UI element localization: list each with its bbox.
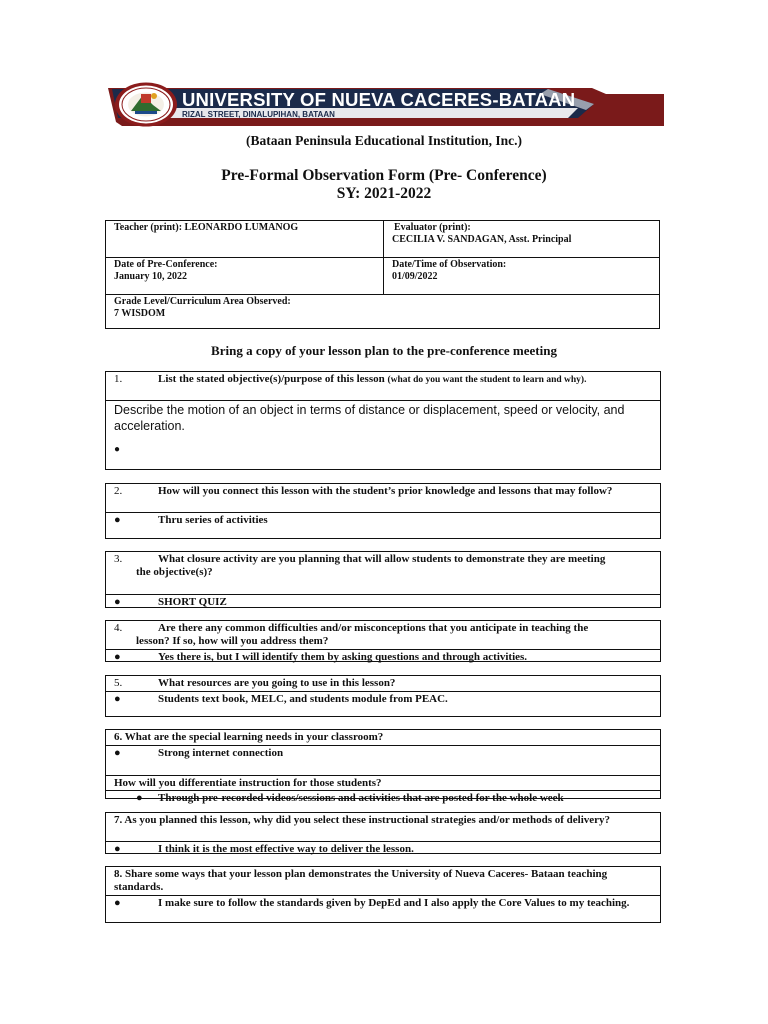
question-5-header — [106, 676, 660, 691]
teacher-field: Teacher (print): LEONARDO LUMANOG — [114, 222, 299, 233]
question-4 — [105, 620, 661, 662]
grade-cell — [106, 295, 659, 328]
question-4-answer: Yes there is, but I will identify them by asking questions and through activities. — [158, 651, 528, 663]
bullet-icon: ● — [114, 651, 121, 663]
question-3-text: What closure activity are you planning that will allow students to demonstrate they are meeting — [158, 553, 606, 565]
question-6 — [105, 729, 661, 804]
bullet-icon: ● — [114, 444, 121, 455]
question-2-text: How will you connect this lesson with the student’s prior knowledge and lessons that may follow? — [158, 485, 613, 497]
question-6b-answer-row — [106, 790, 660, 806]
question-3-answer-row — [106, 594, 660, 611]
date-pre-value: January 10, 2022 — [114, 271, 188, 282]
question-4-text: Are there any common difficulties and/or misconceptions that you anticipate in teaching the — [158, 622, 589, 634]
question-1-header — [106, 372, 660, 400]
date-pre-cell — [106, 258, 384, 294]
university-seal-logo — [113, 81, 179, 128]
university-address: RIZAL STREET, DINALUPIHAN, BATAAN — [182, 110, 335, 119]
bullet-icon: ● — [136, 792, 143, 804]
school-year: SY: 2021-2022 — [336, 185, 432, 202]
evaluator-cell — [384, 221, 659, 257]
question-4-text-2: lesson? If so, how will you address them? — [136, 634, 329, 647]
bullet-icon: ● — [114, 514, 121, 526]
question-8-answer-row — [106, 895, 660, 925]
question-1-note: (what do you want the student to learn and why). — [387, 375, 587, 385]
grade-value: 7 WISDOM — [114, 308, 166, 319]
question-3-number: 3. — [114, 553, 123, 565]
date-pre-label: Date of Pre-Conference: — [114, 259, 218, 270]
question-7-answer-row — [106, 841, 660, 858]
question-2-answer-row — [106, 512, 660, 542]
question-7 — [105, 812, 661, 854]
question-5-text: What resources are you going to use in this lesson? — [158, 677, 396, 689]
question-1-answer-area — [106, 400, 660, 472]
bullet-icon: ● — [114, 596, 121, 608]
question-7-answer: I think it is the most effective way to deliver the lesson. — [158, 843, 414, 855]
question-2-answer: Thru series of activities — [158, 514, 268, 526]
question-3-text-2: the objective(s)? — [136, 565, 213, 578]
form-title: Pre-Formal Observation Form (Pre- Conference) — [221, 167, 547, 184]
question-5-number: 5. — [114, 677, 123, 689]
question-1-number: 1. — [114, 373, 123, 385]
question-4-number: 4. — [114, 622, 123, 634]
institution-subtitle: (Bataan Peninsula Educational Institution, Inc.) — [245, 133, 523, 148]
date-obs-value: 01/09/2022 — [392, 271, 438, 282]
form-title-block — [0, 167, 768, 203]
lesson-plan-reminder: Bring a copy of your lesson plan to the pre-conference meeting — [211, 343, 557, 358]
date-obs-label: Date/Time of Observation: — [392, 259, 507, 270]
question-4-header — [106, 621, 660, 649]
question-1-text: List the stated objective(s)/purpose of this lesson — [158, 373, 385, 385]
question-7-text: 7. As you planned this lesson, why did you select these instructional strategies and/or methods of delivery? — [114, 814, 611, 826]
question-1 — [105, 371, 661, 470]
question-2-number: 2. — [114, 485, 123, 497]
info-table — [105, 220, 660, 329]
evaluator-label: Evaluator (print): — [394, 222, 471, 233]
date-obs-cell — [384, 258, 659, 294]
question-2-header — [106, 484, 660, 512]
question-4-answer-row — [106, 649, 660, 666]
info-row-grade — [106, 294, 659, 328]
question-3 — [105, 551, 661, 608]
question-6b-answer: Through pre-recorded videos/sessions and activities that are posted for the whole week — [158, 792, 564, 804]
grade-label: Grade Level/Curriculum Area Observed: — [114, 296, 291, 307]
bullet-icon: ● — [114, 747, 121, 759]
question-3-header — [106, 552, 660, 594]
university-name: UNIVERSITY OF NUEVA CACERES-BATAAN — [182, 89, 576, 110]
evaluator-value: CECILIA V. SANDAGAN, Asst. Principal — [392, 234, 572, 245]
bullet-icon: ● — [114, 693, 121, 705]
info-row-names — [106, 221, 659, 257]
bullet-icon: ● — [114, 897, 121, 909]
info-row-dates — [106, 257, 659, 294]
question-3-answer: SHORT QUIZ — [158, 596, 227, 608]
question-5 — [105, 675, 661, 717]
question-6b-text: How will you differentiate instruction for those students? — [106, 775, 660, 790]
question-8-answer: I make sure to follow the standards given by DepEd and I also apply the Core Values to my teaching. — [158, 897, 630, 909]
question-1-answer: Describe the motion of an object in terms of distance or displacement, speed or velocity, and acceleration. — [114, 403, 625, 433]
question-5-answer-row — [106, 691, 660, 721]
question-6-answer: Strong internet connection — [158, 747, 284, 759]
question-5-answer: Students text book, MELC, and students module from PEAC. — [158, 693, 448, 705]
bullet-icon: ● — [114, 843, 121, 855]
question-2 — [105, 483, 661, 539]
teacher-cell — [106, 221, 384, 257]
question-8 — [105, 866, 661, 923]
question-6-text: 6. What are the special learning needs in your classroom? — [114, 731, 384, 743]
question-8-text: 8. Share some ways that your lesson plan demonstrates the University of Nueva Caceres- Bataan teaching standards. — [114, 868, 608, 893]
question-6-answer-row — [106, 745, 660, 775]
